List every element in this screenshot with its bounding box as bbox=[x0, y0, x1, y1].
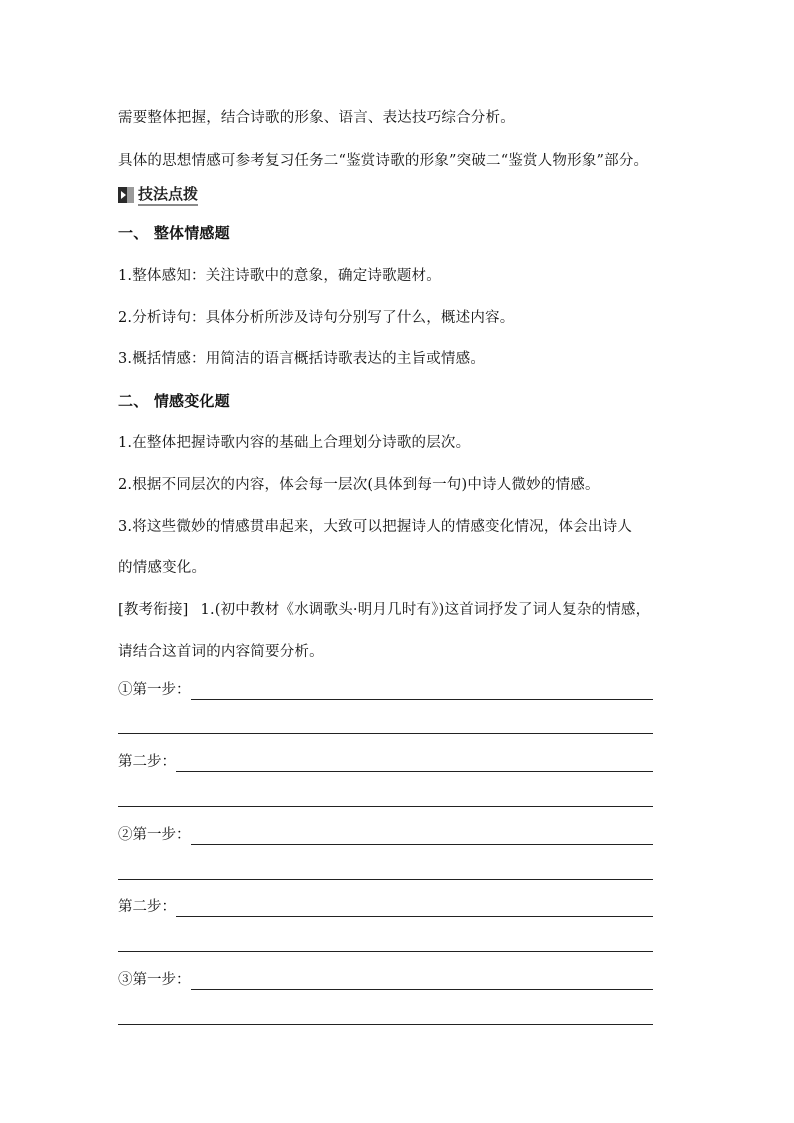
answer-blank-line[interactable] bbox=[118, 879, 653, 880]
answer-label: ①第一步： bbox=[118, 682, 191, 698]
technique-header bbox=[118, 184, 198, 206]
section1-item-1: 1.整体感知：关注诗歌中的意象，确定诗歌题材。 bbox=[118, 268, 441, 284]
exercise-tag: [教考衔接] bbox=[118, 602, 189, 618]
answer-row-2 bbox=[118, 752, 653, 772]
answer-blank-line[interactable] bbox=[118, 1024, 653, 1025]
exercise-question-line-1 bbox=[118, 600, 650, 620]
section2-item-3: 3.将这些微妙的情感贯串起来，大致可以把握诗人的情感变化情况，体会出诗人 bbox=[118, 519, 633, 535]
exercise-question-line-2: 请结合这首词的内容简要分析。 bbox=[118, 644, 324, 660]
answer-blank-line[interactable] bbox=[118, 951, 653, 952]
answer-label: 第二步： bbox=[118, 899, 176, 915]
section2-item-2: 2.根据不同层次的内容，体会每一层次(具体到每一句)中诗人微妙的情感。 bbox=[118, 477, 600, 493]
answer-row-5 bbox=[118, 970, 653, 990]
answer-input-line[interactable] bbox=[191, 681, 654, 700]
answer-input-line[interactable] bbox=[191, 826, 654, 845]
answer-input-line[interactable] bbox=[176, 753, 653, 772]
answer-blank-line[interactable] bbox=[118, 806, 653, 807]
section-marker-icon bbox=[118, 187, 134, 203]
intro-line-1: 需要整体把握，结合诗歌的形象、语言、表达技巧综合分析。 bbox=[118, 110, 515, 126]
technique-title: 技法点拨 bbox=[138, 185, 198, 206]
section2-item-3-cont: 的情感变化。 bbox=[118, 560, 207, 576]
answer-blank-line[interactable] bbox=[118, 733, 653, 734]
exercise-question-text: 1.(初中教材《水调歌头·明月几时有》)这首词抒发了词人复杂的情感， bbox=[200, 602, 651, 618]
answer-row-4 bbox=[118, 897, 653, 917]
section-heading-overall-emotion: 一、 整体情感题 bbox=[118, 224, 230, 242]
section1-item-3: 3.概括情感：用简洁的语言概括诗歌表达的主旨或情感。 bbox=[118, 351, 486, 367]
answer-row-3 bbox=[118, 825, 653, 845]
section1-item-2: 2.分析诗句：具体分析所涉及诗句分别写了什么，概述内容。 bbox=[118, 310, 515, 326]
intro-line-2: 具体的思想情感可参考复习任务二“鉴赏诗歌的形象”突破二“鉴赏人物形象”部分。 bbox=[118, 153, 649, 169]
answer-label: ③第一步： bbox=[118, 972, 191, 988]
section-heading-emotion-change: 二、 情感变化题 bbox=[118, 392, 230, 410]
answer-row-1 bbox=[118, 680, 653, 700]
answer-input-line[interactable] bbox=[191, 971, 654, 990]
answer-label: ②第一步： bbox=[118, 827, 191, 843]
section2-item-1: 1.在整体把握诗歌内容的基础上合理划分诗歌的层次。 bbox=[118, 435, 471, 451]
answer-label: 第二步： bbox=[118, 754, 176, 770]
answer-input-line[interactable] bbox=[176, 898, 653, 917]
